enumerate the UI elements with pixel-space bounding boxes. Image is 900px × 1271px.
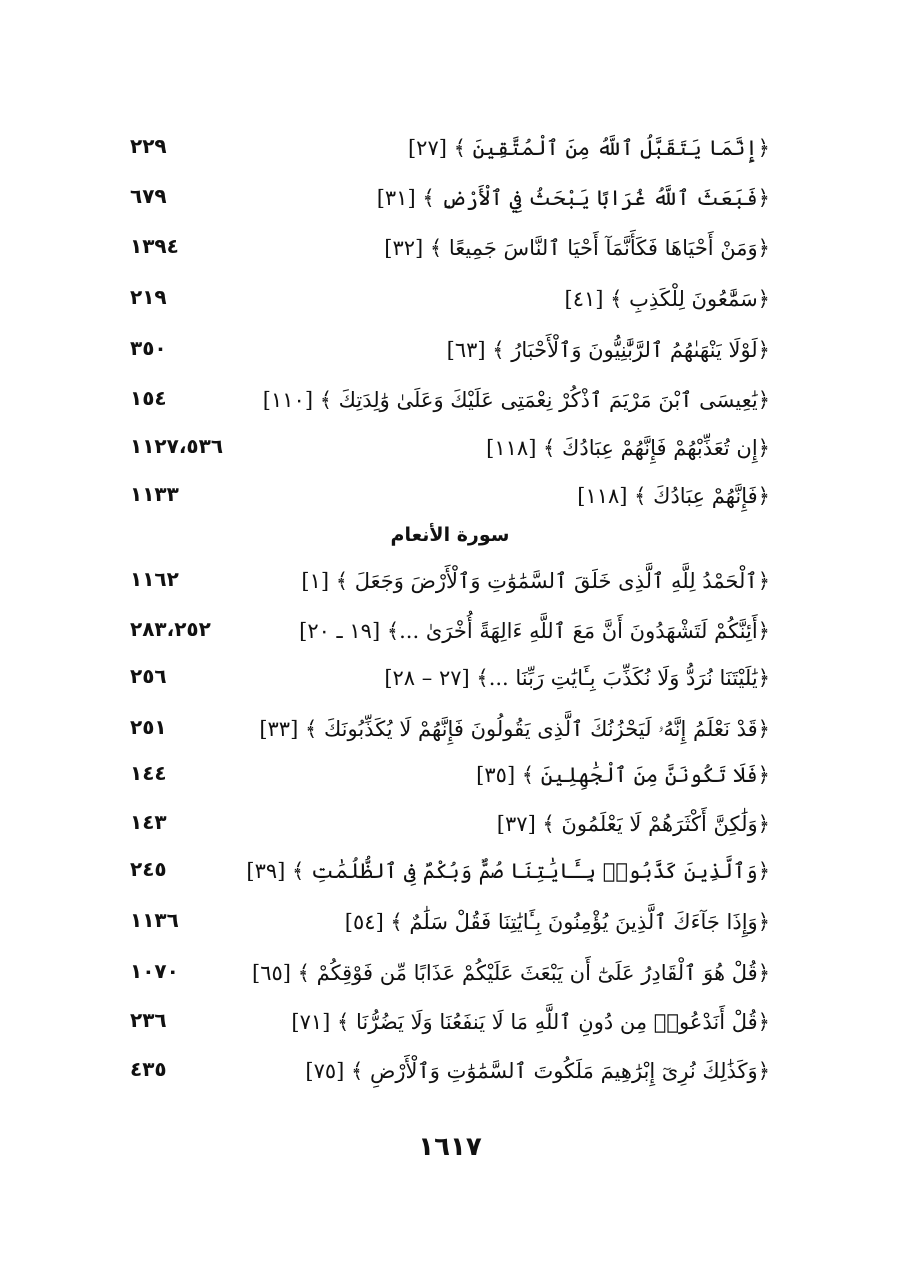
verse-text: ﴿سَمَّٰعُونَ لِلْكَذِبِ ﴾ [٤١]	[564, 287, 770, 311]
verse-text: ﴿قُلْ هُوَ ٱلْقَادِرُ عَلَىٰٓ أَن يَبْعَثَ عَلَيْكُمْ عَذَابًا مِّن فَوْقِكُمْ ﴾ [٦٥]	[251, 961, 770, 985]
verse-text: ﴿وَلَٰكِنَّ أَكْثَرَهُمْ لَا يَعْلَمُونَ ﴾ [٣٧]	[496, 812, 770, 836]
index-entry	[120, 711, 770, 751]
page-reference: ٢٨٣،٢٥٢	[130, 617, 211, 641]
page-number: ١٦١٧	[418, 1132, 482, 1162]
index-entry	[120, 180, 770, 220]
verse-text: ﴿وَكَذَٰلِكَ نُرِىٓ إِبْرَٰهِيمَ مَلَكُوتَ ٱلسَّمَٰوَٰتِ وَٱلْأَرْضِ ﴾ [٧٥]	[305, 1059, 770, 1083]
verse-text: ﴿فَبَعَثَ ٱللَّهُ غُرَابًا يَبْحَثُ فِي ٱلْأَرْضِ ﴾ [٣١]	[376, 186, 770, 210]
page-reference: ٦٧٩	[130, 184, 167, 208]
verse-text: ﴿أَئِنَّكُمْ لَتَشْهَدُونَ أَنَّ مَعَ ٱللَّهِ ءَالِهَةً أُخْرَىٰ ...﴾ [١٩ ـ ٢٠]	[299, 619, 770, 643]
index-entry	[120, 478, 770, 518]
index-entry	[120, 806, 770, 846]
verse-text: ﴿إِن تُعَذِّبْهُمْ فَإِنَّهُمْ عِبَادُكَ ﴾ [١١٨]	[486, 436, 770, 460]
page-reference: ٢١٩	[130, 285, 167, 309]
verse-text: ﴿يَٰلَيْتَنَا نُرَدُّ وَلَا نُكَذِّبَ بِـَٔايَٰتِ رَبِّنَا ...﴾ [٢٧ – ٢٨]	[384, 666, 770, 690]
index-entry	[120, 430, 770, 470]
verse-text: ﴿قُلْ أَنَدْعُوا۟ مِن دُونِ ٱللَّهِ مَا لَا يَنفَعُنَا وَلَا يَضُرُّنَا ﴾ [٧١]	[291, 1010, 770, 1034]
page-reference: ١١٣٣	[130, 482, 179, 506]
page-reference: ٢٤٥	[130, 857, 167, 881]
index-entry	[120, 757, 770, 797]
page-reference: ١٠٧٠	[130, 959, 179, 983]
verse-text: ﴿ٱلْحَمْدُ لِلَّهِ ٱلَّذِى خَلَقَ ٱلسَّمَٰوَٰتِ وَٱلْأَرْضَ وَجَعَلَ ﴾ [١]	[301, 569, 770, 593]
section-heading-text: سورة الأنعام	[390, 524, 510, 546]
page-reference: ٤٣٥	[130, 1057, 167, 1081]
page-reference: ١٣٩٤	[130, 234, 179, 258]
index-entry	[120, 563, 770, 603]
page-reference: ١١٣٦	[130, 908, 179, 932]
index-entry	[120, 332, 770, 372]
index-entry	[120, 130, 770, 170]
verse-text: ﴿وَإِذَا جَآءَكَ ٱلَّذِينَ يُؤْمِنُونَ بِـَٔايَٰتِنَا فَقُلْ سَلَٰمٌ ﴾ [٥٤]	[344, 910, 770, 934]
verse-text: ﴿قَدْ نَعْلَمُ إِنَّهُۥ لَيَحْزُنُكَ ٱلَّذِى يَقُولُونَ فَإِنَّهُمْ لَا يُكَذِّبُونَكَ ﴾ [٣٣]	[259, 717, 770, 741]
index-entry	[120, 853, 770, 893]
verse-text: ﴿وَمَنْ أَحْيَاهَا فَكَأَنَّمَآ أَحْيَا ٱلنَّاسَ جَمِيعًا ﴾ [٣٢]	[384, 236, 770, 260]
index-entry	[120, 382, 770, 422]
section-heading	[0, 524, 900, 546]
verse-text: ﴿إِنَّمَا يَتَقَبَّلُ ٱللَّهُ مِنَ ٱلْمُتَّقِينَ ﴾ [٢٧]	[407, 136, 770, 160]
index-entry	[120, 660, 770, 700]
page-reference: ٢٥١	[130, 715, 167, 739]
page-reference: ١١٦٢	[130, 567, 179, 591]
page-reference: ١٤٣	[130, 810, 167, 834]
verse-text: ﴿يَٰعِيسَى ٱبْنَ مَرْيَمَ ٱذْكُرْ نِعْمَتِى عَلَيْكَ وَعَلَىٰ وَٰلِدَتِكَ ﴾ [١١٠]	[262, 388, 770, 412]
page-reference: ١٤٤	[130, 761, 167, 785]
page-reference: ١٥٤	[130, 386, 167, 410]
verse-text: ﴿وَٱلَّذِينَ كَذَّبُوا۟ بِـَٔايَٰتِنَا صُمٌّ وَبُكْمٌ فِى ٱلظُّلُمَٰتِ ﴾ [٣٩]	[246, 859, 770, 883]
verse-text: ﴿فَلَا تَكُونَنَّ مِنَ ٱلْجَٰهِلِينَ ﴾ [٣٥]	[476, 763, 770, 787]
page-reference: ٢٢٩	[130, 134, 167, 158]
index-entry	[120, 281, 770, 321]
page-reference: ٣٥٠	[130, 336, 167, 360]
page-reference: ٢٣٦	[130, 1008, 167, 1032]
verse-text: ﴿فَإِنَّهُمْ عِبَادُكَ ﴾ [١١٨]	[577, 484, 770, 508]
page-reference: ٢٥٦	[130, 664, 167, 688]
page-reference: ١١٢٧،٥٣٦	[130, 434, 224, 458]
verse-text: ﴿لَوْلَا يَنْهَىٰهُمُ ٱلرَّبَّٰنِيُّونَ وَٱلْأَحْبَارُ ﴾ [٦٣]	[446, 338, 770, 362]
index-entry	[120, 230, 770, 270]
index-entry	[120, 955, 770, 995]
index-entry	[120, 1053, 770, 1093]
index-entry	[120, 613, 770, 653]
index-entry	[120, 1004, 770, 1044]
index-entry	[120, 904, 770, 944]
